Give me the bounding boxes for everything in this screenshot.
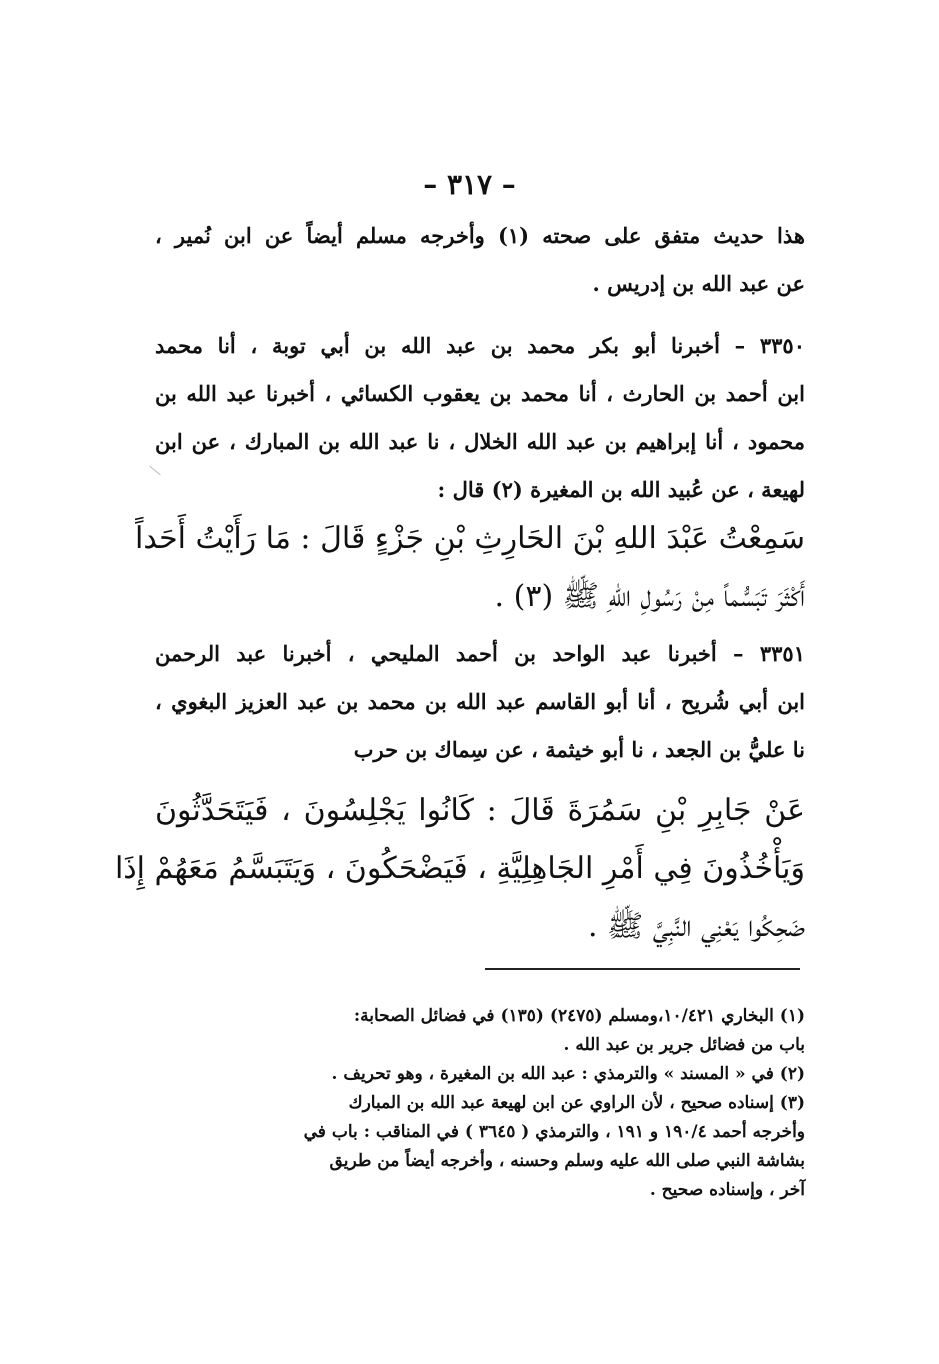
paragraph-isnad-3350 <box>155 322 805 514</box>
hadith-matn-3350 <box>135 510 805 626</box>
text-line: نا عليُّ بن الجعد ، نا أبو خيثمة ، عن سِماك بن حرب <box>353 737 805 762</box>
matn-line: سَمِعْتُ عَبْدَ اللهِ بْنَ الحَارِثِ بْنِ جَزْءٍ قَالَ : مَا رَأَيْتُ أَحَداً <box>135 521 805 556</box>
text-line: ٣٣٥١ – أخبرنا عبد الواحد بن أحمد المليحي ، أخبرنا عبد الرحمن <box>155 641 805 666</box>
matn-line: عَنْ جَابِرِ بْنِ سَمُرَةَ قَالَ : كَانُوا يَجْلِسُونَ ، فَيَتَحَدَّثُونَ <box>155 793 805 828</box>
footnote-line: آخر ، وإسناده صحيح . <box>649 1180 805 1200</box>
footnote-line: وأخرجه أحمد ١٩٠/٤ و ١٩١ ، والترمذي ( ٣٦٤٥ ) في المناقب : باب في <box>303 1122 805 1142</box>
footnote-line: (١) البخاري ١٠/٤٢١،ومسلم (٢٤٧٥) (١٣٥) في فضائل الصحابة: <box>353 1006 805 1026</box>
matn-line: أَكْثَرَ تَبَسُّماً مِنْ رَسُولِ اللهِ ﷺ (٣) . <box>494 579 805 614</box>
footnote-divider <box>485 968 800 970</box>
footnote-line: (٢) في « المسند » والترمذي : عبد الله بن المغيرة ، وهو تحريف . <box>331 1064 805 1084</box>
text-line: ابن أبي شُريح ، أنا أبو القاسم عبد الله بن محمد بن عبد العزيز البغوي ، <box>155 689 805 714</box>
text-line: ابن أحمد بن الحارث ، أنا محمد بن يعقوب الكسائي ، أخبرنا عبد الله بن <box>155 381 805 406</box>
paragraph-isnad-3351 <box>155 630 805 774</box>
page-number: – ٣١٧ – <box>423 168 516 201</box>
matn-line: وَيَأْخُذُونَ فِي أَمْرِ الجَاهِلِيَّةِ ، فَيَضْحَكُونَ ، وَيَتَبَسَّمُ مَعَهُمْ إِذَا <box>114 851 805 886</box>
text-line: لهيعة ، عن عُبيد الله بن المغيرة (٢) قال : <box>437 477 805 502</box>
footnotes <box>155 1002 805 1205</box>
footnote-line: باب من فضائل جرير بن عبد الله . <box>563 1035 805 1055</box>
text-line: عن عبد الله بن إدريس . <box>592 271 805 296</box>
footnote-line: بشاشة النبي صلى الله عليه وسلم وحسنه ، وأخرجه أيضاً من طريق <box>329 1151 805 1171</box>
paragraph-hadith-note <box>155 212 805 308</box>
matn-line: ضَحِكُوا يَعْنِي النَّبِيَّ ﷺ . <box>587 909 805 944</box>
footnote-line: (٣) إسناده صحيح ، لأن الراوي عن ابن لهيعة عبد الله بن المبارك <box>348 1093 805 1113</box>
text-line: ٣٣٥٠ – أخبرنا أبو بكر محمد بن عبد الله بن أبي توبة ، أنا محمد <box>155 333 805 358</box>
text-line: محمود ، أنا إبراهيم بن عبد الله الخلال ، نا عبد الله بن المبارك ، عن ابن <box>155 429 805 454</box>
hadith-matn-3351 <box>114 782 805 956</box>
text-line: هذا حديث متفق على صحته (١) وأخرجه مسلم أيضاً عن ابن نُمير ، <box>155 223 805 248</box>
